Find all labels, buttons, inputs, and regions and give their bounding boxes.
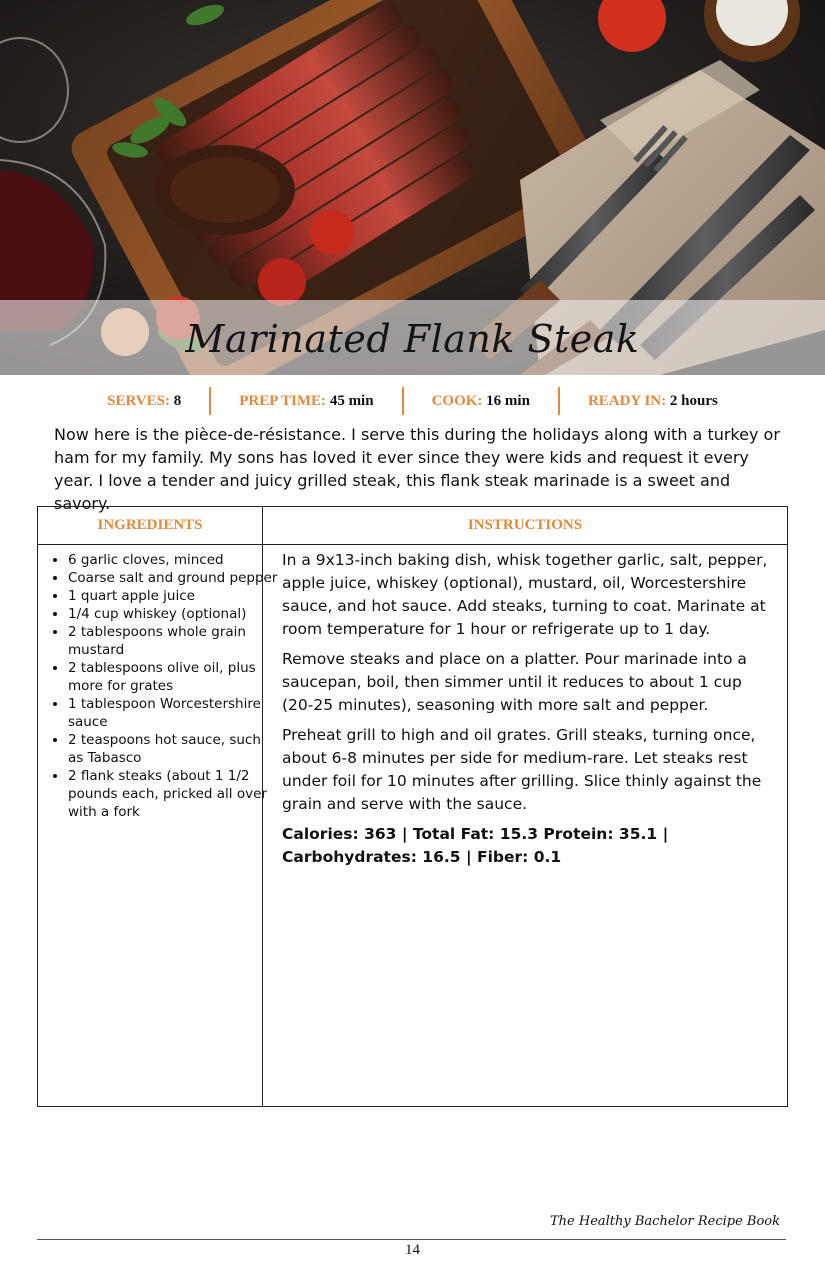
instruction-step: Remove steaks and place on a platter. Pour marinade into a saucepan, boil, then simmer until it reduces to about 1 cup (20-25 minutes), seasoning with more salt and pepper. [282, 650, 747, 714]
ingredient-item: • Coarse salt and ground pepper [68, 569, 278, 587]
instruction-step: In a 9x13-inch baking dish, whisk together garlic, salt, pepper, apple juice, whiskey (optional), mustard, oil, Worcestershire sauce, and hot sauce. Add steaks, turning to coat. Marinate at room temperature for 1 hour or refrigerate up to 1 day. [282, 551, 768, 638]
recipe-title: Marinated Flank Steak [185, 317, 640, 361]
meta-ready-in [560, 393, 746, 410]
header-divider [38, 544, 787, 545]
recipe-intro: Now here is the pièce-de-résistance. I serve this during the holidays along with a turkey or ham for my family. My sons has loved it ever since they were kids and request it every year. I love a tender and juicy grilled steak, this flank steak marinade is a sweet and savory. [54, 425, 780, 513]
meta-cook-value: 16 min [486, 392, 530, 409]
recipe-table [37, 506, 788, 1107]
ingredient-item: • 2 teaspoons hot sauce, such as Tabasco [68, 731, 278, 767]
ingredient-item: • 1 tablespoon Worcestershire sauce [68, 695, 278, 731]
meta-prep-time-label: PREP TIME: [239, 392, 327, 409]
footer-rule [37, 1239, 786, 1240]
meta-serves [79, 393, 209, 410]
meta-cook [404, 393, 558, 410]
meta-serves-label: SERVES: [107, 392, 170, 409]
instructions-header: INSTRUCTIONS [467, 517, 583, 533]
meta-prep-time-value: 45 min [329, 392, 374, 409]
instructions-body [282, 549, 774, 876]
meta-cook-label: COOK: [431, 392, 483, 409]
ingredient-item: • 1 quart apple juice [68, 587, 278, 605]
instruction-step: Preheat grill to high and oil grates. Grill steaks, turning once, about 6-8 minutes per side for medium-rare. Let steaks rest under foil for 10 minutes after grilling. Slice thinly against the grain and serve with the sauce. [282, 726, 762, 813]
meta-serves-value: 8 [173, 392, 182, 409]
ingredient-item: • 2 tablespoons whole grain mustard [68, 623, 278, 659]
ingredients-list [50, 551, 278, 821]
meta-ready-in-value: 2 hours [669, 392, 718, 409]
book-title: The Healthy Bachelor Recipe Book [549, 1214, 780, 1229]
recipe-meta-row [0, 386, 825, 416]
ingredient-item: • 6 garlic cloves, minced [68, 551, 278, 569]
ingredient-item: • 2 tablespoons olive oil, plus more for grates [68, 659, 278, 695]
ingredient-item: • 1/4 cup whiskey (optional) [68, 605, 278, 623]
page-number: 14 [405, 1242, 420, 1258]
meta-ready-in-label: READY IN: [587, 392, 667, 409]
meta-prep-time [211, 393, 401, 410]
nutrition-facts: Calories: 363 | Total Fat: 15.3 Protein: 35.1 | Carbohydrates: 16.5 | Fiber: 0.1 [282, 825, 669, 866]
ingredient-item: • 2 flank steaks (about 1 1/2 pounds each, pricked all over with a fork [68, 767, 278, 821]
ingredients-header: INGREDIENTS [97, 517, 203, 533]
